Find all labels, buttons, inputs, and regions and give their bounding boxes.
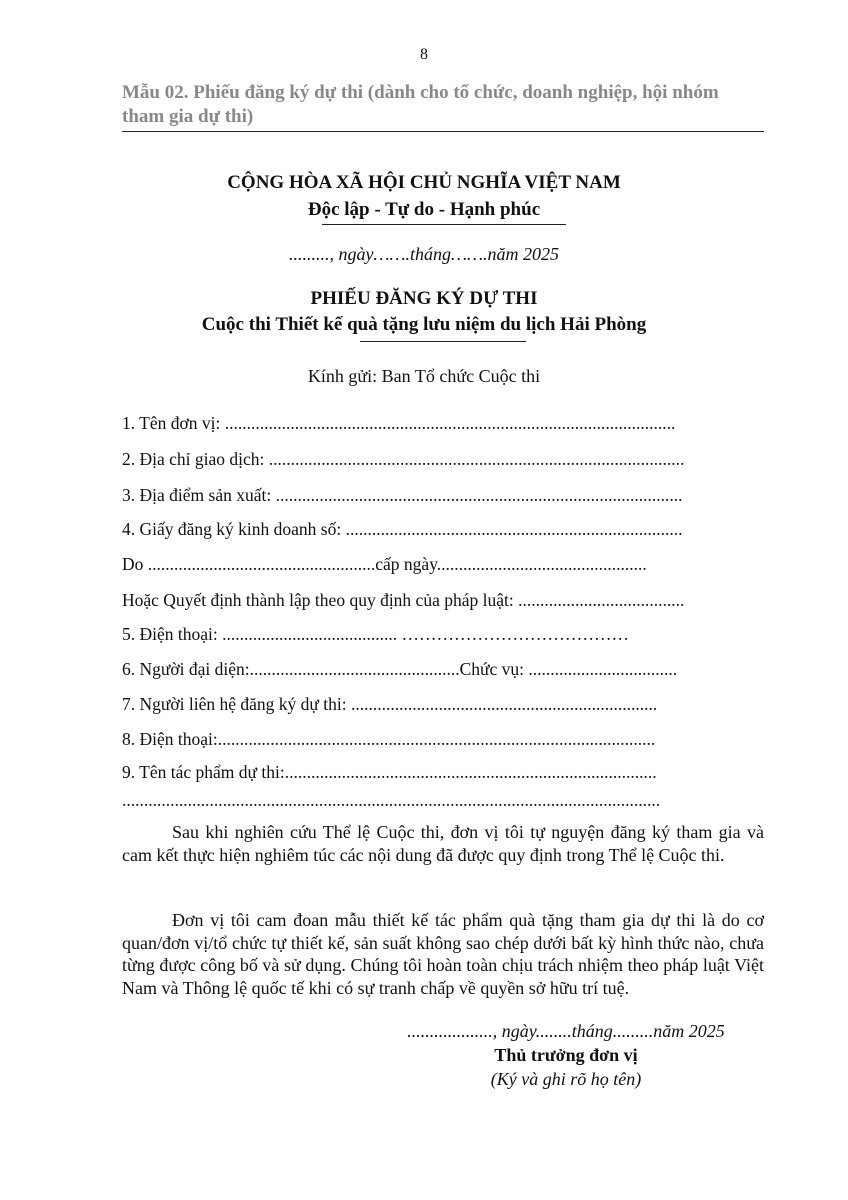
field-work-title: 9. Tên tác phẩm dự thi:..................................................................................... — [122, 762, 657, 782]
subtitle-underline — [360, 341, 526, 342]
field-establishment-decision: Hoặc Quyết định thành lập theo quy định của pháp luật: ...................................... — [122, 590, 685, 610]
field-issued-by: Do ....................................................cấp ngày................................................ — [122, 554, 647, 574]
field-contact-person: 7. Người liên hệ đăng ký dự thi: ...................................................................... — [122, 694, 658, 714]
form-header-line1: Mẫu 02. Phiếu đăng ký dự thi (dành cho tổ chức, doanh nghiệp, hội nhóm — [122, 82, 719, 103]
form-title: PHIẾU ĐĂNG KÝ DỰ THI — [310, 288, 538, 309]
nation-name: CỘNG HÒA XÃ HỘI CHỦ NGHĨA VIỆT NAM — [227, 172, 621, 193]
field-representative: 6. Người đại diện:................................................Chức vụ: .................................. — [122, 659, 678, 679]
field-address: 2. Địa chỉ giao dịch: ............................................................................................... — [122, 449, 685, 469]
field-production-site: 3. Địa điểm sản xuất: ............................................................................................. — [122, 485, 683, 505]
field-contact-phone: 8. Điện thoại:.................................................................................................... — [122, 729, 656, 749]
page-number: 8 — [420, 46, 428, 63]
recipient-line: Kính gửi: Ban Tổ chức Cuộc thi — [307, 366, 541, 386]
signature-date-line: ..................., ngày........tháng.........năm 2025 — [407, 1021, 725, 1041]
date-line-top: ........., ngày…….tháng…….năm 2025 — [288, 244, 559, 264]
header-divider — [122, 131, 764, 132]
signature-note: (Ký và ghi rõ họ tên) — [490, 1069, 642, 1089]
motto-underline — [322, 224, 566, 225]
guarantee-paragraph: Đơn vị tôi cam đoan mẫu thiết kế tác phẩm quà tặng tham gia dự thi là do cơ quan/đơn vị/tổ chức tự thiết kế, sản suất không sao chép dưới bất kỳ hình thức nào, chưa từng được công bố và sử dụng. Chúng tôi hoàn toàn chịu trách nhiệm theo pháp luật Việt Nam và Thông lệ quốc tế khi có sự tranh chấp về quyền sở hữu trí tuệ. — [122, 910, 764, 998]
field-work-title-continued: ........................................................................................................................... — [122, 790, 661, 810]
field-phone: 5. Điện thoại: ........................................ ………………………………… — [122, 624, 629, 644]
commitment-paragraph: Sau khi nghiên cứu Thể lệ Cuộc thi, đơn vị tôi tự nguyện đăng ký tham gia và cam kết thực hiện nghiêm túc các nội dung đã được quy định trong Thể lệ Cuộc thi. — [122, 822, 764, 865]
form-subtitle: Cuộc thi Thiết kế quà tặng lưu niệm du lịch Hải Phòng — [201, 314, 647, 335]
form-header-line2: tham gia dự thi) — [122, 106, 254, 127]
field-business-license: 4. Giấy đăng ký kinh doanh số: ............................................................................. — [122, 519, 683, 539]
field-unit-name: 1. Tên đơn vị: ....................................................................................................... — [122, 413, 676, 433]
signature-title: Thủ trưởng đơn vị — [494, 1045, 638, 1065]
nation-motto: Độc lập - Tự do - Hạnh phúc — [307, 199, 541, 220]
